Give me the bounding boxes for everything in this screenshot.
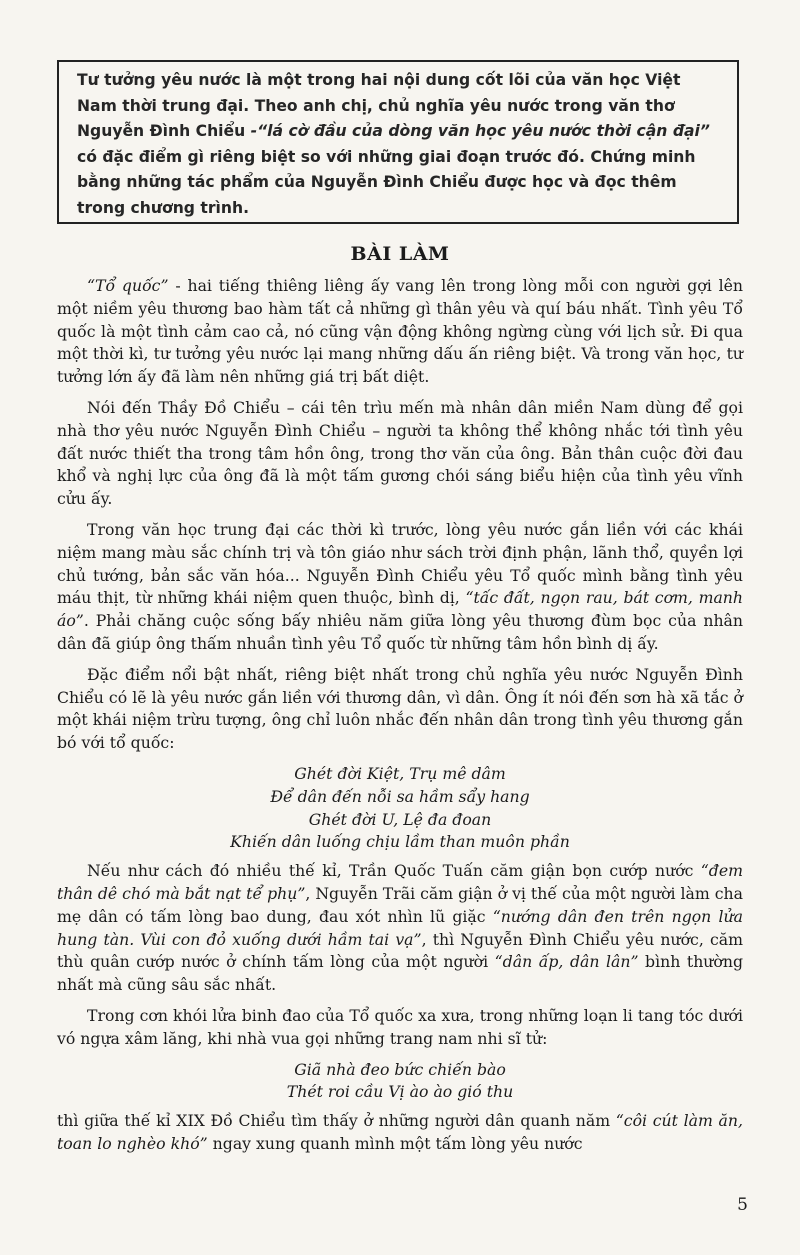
paragraph-5-quote: “nướng dân đen trên ngọn lửa hung tàn. Vùi con đỏ xuống dưới hầm tai vạ”: [57, 906, 743, 949]
paragraph-7-text: ngay xung quanh mình một tấm lòng yêu nước: [207, 1133, 583, 1153]
poem-2-line: Thét roi cầu Vị ào ào gió thu: [286, 1082, 514, 1102]
poem-2: [57, 1059, 743, 1105]
paragraph-7-quote: “côi cút làm ăn, toan lo nghèo khó”: [57, 1111, 743, 1153]
question-text: Tư tưởng yêu nước là một trong hai nội dung cốt lõi của văn học Việt Nam thời trung đại. Theo anh chị, chủ nghĩa yêu nước trong văn thơ Nguyễn Đình Chiểu: [77, 71, 681, 141]
question-quote: -“lá cờ đầu của dòng văn học yêu nước thời cận đại”: [250, 122, 710, 141]
paragraph-3-quote: “tấc đất, ngọn rau, bát cơm, manh áo”: [57, 588, 744, 631]
poem-1-line: Ghét đời U, Lệ đa đoan: [308, 809, 492, 829]
paragraph-7: [57, 1110, 743, 1156]
quote-to-quoc: “Tổ quốc”: [87, 276, 169, 295]
paragraph-5-quote: “dân ấp, dân lân”: [494, 952, 639, 972]
paragraph-1: [57, 275, 743, 389]
paragraph-3: [57, 519, 743, 656]
paragraph-1-text: - hai tiếng thiêng liêng ấy vang lên trong lòng mỗi con người gợi lên một niềm yêu thương bao hàm tất cả những gì thân yêu và quí báu nhất. Tình yêu Tổ quốc là một tình cảm cao cả, nó cũng vận động không ngừng cùng với lịch sử. Đi qua một thời kì, tư tưởng yêu nước lại mang những dấu ấn riêng biệt. Và trong văn học, tư tưởng lớn ấy đã làm nên những giá trị bất diệt.: [57, 276, 743, 387]
poem-1: [57, 763, 743, 854]
poem-2-line: Giã nhà đeo bức chiến bào: [294, 1059, 506, 1079]
poem-1-line: Khiến dân luống chịu lầm than muôn phần: [230, 832, 570, 852]
paragraph-2: Nói đến Thầy Đồ Chiểu – cái tên trìu mến mà nhân dân miền Nam dùng để gọi nhà thơ yêu nước Nguyễn Đình Chiểu – người ta không thể không nhắc tới tình yêu đất nước thiết tha trong tâm hồn ông, trong thơ văn của ông. Bản thân cuộc đời đau khổ và nghị lực của ông đã là một tấm gương chói sáng biểu hiện của tình yêu vĩnh cửu ấy.: [57, 397, 743, 509]
paragraph-3-text: Trong văn học trung đại các thời kì trước, lòng yêu nước gắn liền với các khái niệm mang màu sắc chính trị và tôn giáo như sách trời định phận, lãnh thổ, quyền lợi chủ tướng, bản sắc văn hóa... Nguyễn Đình Chiểu yêu Tổ quốc mình bằng tình yêu máu thịt, từ những khái niệm quen thuộc, bình dị,: [57, 519, 743, 608]
paragraph-7-text: thì giữa thế kỉ XIX Đồ Chiểu tìm thấy ở những người dân quanh năm: [57, 1111, 616, 1131]
paragraph-5: [57, 860, 743, 997]
question-box: [57, 60, 739, 224]
paragraph-4: Đặc điểm nổi bật nhất, riêng biệt nhất trong chủ nghĩa yêu nước Nguyễn Đình Chiểu có lẽ là yêu nước gắn liền với thương dân, vì dân. Ông ít nói đến sơn hà xã tắc ở một khái niệm trừu tượng, ông chỉ luôn nhắc đến nhân dân trong tình yêu thương gắn bó với tổ quốc:: [57, 664, 743, 753]
paragraph-5-quote: “đem thân dê chó mà bắt nạt tể phụ”: [57, 861, 743, 903]
poem-1-line: Ghét đời Kiệt, Trụ mê dâm: [294, 763, 506, 783]
question-text-end: có đặc điểm gì riêng biệt so với những giai đoạn trước đó. Chứng minh bằng những tác phẩm của Nguyễn Đình Chiểu được học và đọc thêm trong chương trình.: [77, 147, 696, 217]
paragraph-5-text: , thì Nguyễn Đình Chiểu yêu nước, căm thù quân cướp nước ở chính tấm lòng của một người: [57, 929, 743, 972]
paragraph-3-text-end: . Phải chăng cuộc sống bấy nhiêu năm giữa lòng yêu thương đùm bọc của nhân dân đã giúp ông thấm nhuần tình yêu Tổ quốc từ những tâm hồn bình dị ấy.: [57, 611, 743, 653]
paragraph-5-text: Nếu như cách đó nhiều thế kỉ, Trần Quốc Tuấn căm giận bọn cướp nước: [87, 861, 701, 881]
essay-heading: BÀI LÀM: [350, 243, 450, 265]
poem-1-line: Để dân đến nỗi sa hầm sẩy hang: [270, 786, 530, 806]
paragraph-5-text: bình thường nhất mà cũng sâu sắc nhất.: [57, 952, 743, 995]
paragraph-5-text: , Nguyễn Trãi căm giận ở vị thế của một người làm cha mẹ dân có tấm lòng bao dung, đau xót nhìn lũ giặc: [57, 883, 743, 926]
page-number: 5: [737, 1195, 748, 1215]
paragraph-6: Trong cơn khói lửa binh đao của Tổ quốc xa xưa, trong những loạn li tang tóc dưới vó ngựa xâm lăng, khi nhà vua gọi những trang nam nhi sĩ tử:: [57, 1005, 743, 1048]
essay-body: [57, 275, 743, 1164]
